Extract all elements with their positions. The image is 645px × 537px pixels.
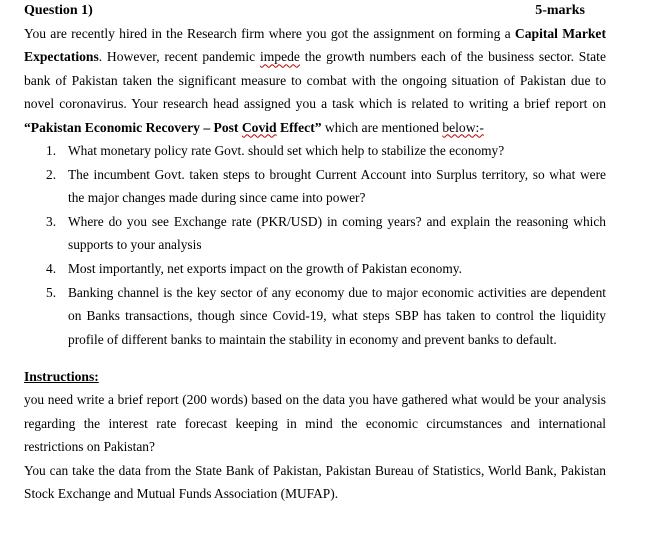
list-item-number: 3. <box>46 213 57 229</box>
intro-text-4: which are mentioned <box>321 119 443 135</box>
spellcheck-flag-covid: Covid <box>241 119 277 135</box>
list-item-number: 4. <box>46 261 57 276</box>
instructions-heading: Instructions: <box>24 369 99 385</box>
report-title-part-1: “Pakistan Economic Recovery – Post <box>24 119 242 135</box>
list-item-number: 5. <box>46 284 57 300</box>
report-title-part-2: Effect” <box>276 119 322 135</box>
spellcheck-flag-impede: impede <box>259 49 300 65</box>
list-item-text: Banking channel is the key sector of any economy due to major economic activities are dependent on Banks transactions, though since Covid-19, what steps SBP has taken to control the liquidity profile of different banks to maintain the stability in economy and prevent banks to default. <box>68 284 606 347</box>
instructions-paragraph-1: you need write a brief report (200 words) based on the data you have gathered what would be your analysis regarding the interest rate forecast keeping in mind the economic circumstances and international restrictions on Pakistan? <box>24 392 606 455</box>
list-item-text: Most importantly, net exports impact on the growth of Pakistan economy. <box>68 261 462 276</box>
question-marks: 5-marks <box>535 3 585 18</box>
intro-text-3: the growth numbers each of the business sector. State bank of Pakistan taken the significant measure to combat with the ongoing situation of Pakistan due to novel coronavirus. Your research head assigned you a task which is related to writing a brief report on <box>24 49 606 112</box>
question-header <box>24 0 606 22</box>
instructions-paragraph-2: You can take the data from the State Bank of Pakistan, Pakistan Bureau of Statistics, World Bank, Pakistan Stock Exchange and Mutual Funds Association (MUFAP). <box>24 462 606 501</box>
list-item <box>24 163 606 210</box>
intro-text-1: You are recently hired in the Research firm where you got the assignment on forming a <box>24 26 515 41</box>
question-list <box>24 139 606 351</box>
list-item <box>24 210 606 257</box>
intro-bold-report-title <box>24 120 322 135</box>
intro-paragraph <box>24 22 606 139</box>
list-item-text: What monetary policy rate Govt. should set which help to stabilize the economy? <box>68 143 505 159</box>
list-item-number: 2. <box>46 166 57 182</box>
list-item <box>24 257 606 281</box>
list-item-text: The incumbent Govt. taken steps to brought Current Account into Surplus territory, so what were the major changes made during since came into power? <box>68 166 606 206</box>
list-item <box>24 139 606 163</box>
question-title: Question 1) <box>24 3 93 18</box>
spellcheck-flag-below: below:- <box>442 119 484 135</box>
list-item-number: 1. <box>46 143 57 159</box>
list-item <box>24 281 606 352</box>
document-page <box>24 0 606 505</box>
intro-text-2: . However, recent pandemic <box>98 49 260 65</box>
intro-bold-capital-market: Capital Market Expectations <box>24 26 606 65</box>
list-item-text: Where do you see Exchange rate (PKR/USD) in coming years? and explain the reasoning which supports to your analysis <box>68 213 606 253</box>
